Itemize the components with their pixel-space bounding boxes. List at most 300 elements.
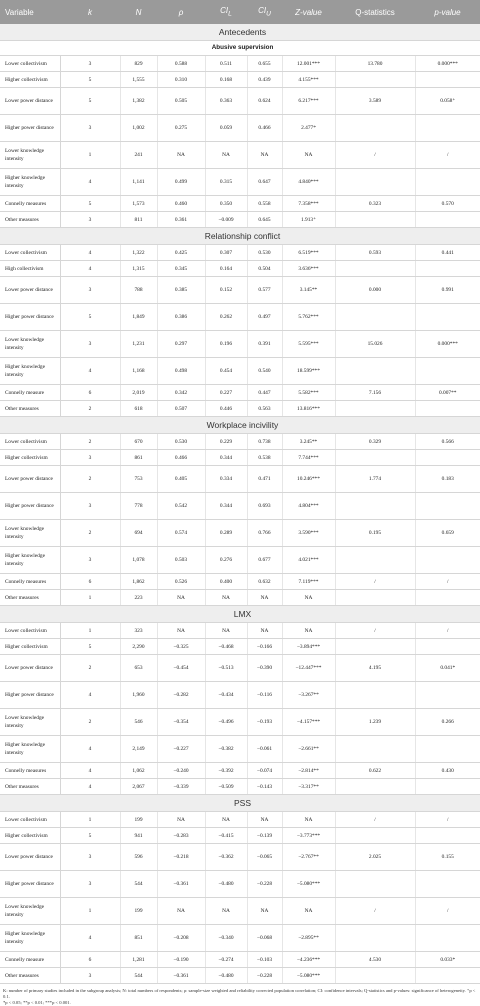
p-value-cell [415, 261, 480, 277]
footnote-significance: *p < 0.05; **p < 0.01; ***p < 0.001. [3, 1000, 71, 1005]
ci-upper-cell: −0.143 [247, 779, 282, 795]
ci-upper-cell: 0.558 [247, 196, 282, 212]
n-cell: 223 [120, 590, 157, 606]
header-z-value: Z-value [282, 0, 335, 24]
table-row [0, 466, 480, 493]
variable-cell: Connelly measure [0, 952, 60, 968]
rho-cell: 0.425 [157, 245, 205, 261]
ci-upper-cell: 0.504 [247, 261, 282, 277]
ci-upper-cell: 0.391 [247, 331, 282, 358]
n-cell: 811 [120, 212, 157, 228]
q-statistics-cell [335, 828, 415, 844]
ci-lower-cell: NA [205, 623, 247, 639]
variable-cell: Lower collectivism [0, 56, 60, 72]
k-cell: 4 [60, 763, 120, 779]
header-k: k [60, 0, 120, 24]
table-body [0, 24, 480, 984]
ci-upper-cell: 0.766 [247, 520, 282, 547]
p-value-cell [415, 493, 480, 520]
ci-upper-cell: 0.466 [247, 115, 282, 142]
table-row [0, 493, 480, 520]
q-statistics-cell [335, 212, 415, 228]
variable-cell: Higher power distance [0, 115, 60, 142]
n-cell: 323 [120, 623, 157, 639]
p-value-cell [415, 72, 480, 88]
n-cell: 829 [120, 56, 157, 72]
k-cell: 5 [60, 639, 120, 655]
rho-cell: −0.361 [157, 968, 205, 984]
ci-lower-cell: 0.363 [205, 88, 247, 115]
ci-lower-cell: −0.513 [205, 655, 247, 682]
ci-upper-cell: −0.166 [247, 639, 282, 655]
q-statistics-cell: 3.589 [335, 88, 415, 115]
q-statistics-cell: 0.329 [335, 434, 415, 450]
ci-upper-cell: 0.497 [247, 304, 282, 331]
n-cell: 241 [120, 142, 157, 169]
ci-upper-cell: 0.677 [247, 547, 282, 574]
n-cell: 618 [120, 401, 157, 417]
k-cell: 4 [60, 682, 120, 709]
rho-cell: 0.526 [157, 574, 205, 590]
k-cell: 2 [60, 401, 120, 417]
rho-cell: −0.208 [157, 925, 205, 952]
rho-cell: NA [157, 142, 205, 169]
z-value-cell: NA [282, 142, 335, 169]
z-value-cell: 4.155*** [282, 72, 335, 88]
rho-cell: −0.240 [157, 763, 205, 779]
ci-upper-cell: −0.139 [247, 828, 282, 844]
z-value-cell: 7.744*** [282, 450, 335, 466]
z-value-cell: NA [282, 590, 335, 606]
p-value-cell: 0.566 [415, 434, 480, 450]
p-value-cell: / [415, 898, 480, 925]
k-cell: 2 [60, 434, 120, 450]
ci-upper-cell: 0.738 [247, 434, 282, 450]
ci-lower-cell: 0.229 [205, 434, 247, 450]
z-value-cell: 3.636*** [282, 261, 335, 277]
ci-lower-cell: −0.274 [205, 952, 247, 968]
ci-upper-cell: 0.439 [247, 72, 282, 88]
variable-cell: Lower power distance [0, 655, 60, 682]
n-cell: 1,141 [120, 169, 157, 196]
n-cell: 544 [120, 871, 157, 898]
q-statistics-cell [335, 358, 415, 385]
variable-cell: High collectivism [0, 261, 60, 277]
variable-cell: Lower knowledge intensity [0, 898, 60, 925]
p-value-cell: 0.570 [415, 196, 480, 212]
p-value-cell [415, 590, 480, 606]
variable-cell: Other measures [0, 212, 60, 228]
rho-cell: −0.354 [157, 709, 205, 736]
p-value-cell: / [415, 142, 480, 169]
ci-upper-cell: NA [247, 898, 282, 925]
k-cell: 4 [60, 358, 120, 385]
ci-upper-cell: 0.645 [247, 212, 282, 228]
section-row-antecedents [0, 24, 480, 41]
ci-lower-cell: 0.344 [205, 450, 247, 466]
q-statistics-cell: 15.026 [335, 331, 415, 358]
ci-lower-cell: −0.009 [205, 212, 247, 228]
p-value-cell: 0.000*** [415, 56, 480, 72]
k-cell: 3 [60, 450, 120, 466]
table-row [0, 169, 480, 196]
q-statistics-cell: 2.025 [335, 844, 415, 871]
section-title: Antecedents [0, 24, 480, 41]
variable-cell: Other measures [0, 401, 60, 417]
table-row [0, 898, 480, 925]
z-value-cell: −3.267** [282, 682, 335, 709]
table-row [0, 871, 480, 898]
p-value-cell [415, 682, 480, 709]
ci-lower-cell: 0.511 [205, 56, 247, 72]
p-value-cell [415, 115, 480, 142]
p-value-cell [415, 779, 480, 795]
k-cell: 4 [60, 736, 120, 763]
n-cell: 544 [120, 968, 157, 984]
ci-upper-cell: −0.061 [247, 736, 282, 763]
n-cell: 861 [120, 450, 157, 466]
p-value-cell: / [415, 623, 480, 639]
variable-cell: Lower power distance [0, 844, 60, 871]
n-cell: 753 [120, 466, 157, 493]
k-cell: 4 [60, 779, 120, 795]
k-cell: 3 [60, 547, 120, 574]
ci-lower-cell: 0.168 [205, 72, 247, 88]
variable-cell: Lower power distance [0, 277, 60, 304]
ci-upper-cell: NA [247, 623, 282, 639]
p-value-cell [415, 401, 480, 417]
rho-cell: 0.297 [157, 331, 205, 358]
table-row [0, 655, 480, 682]
p-value-cell [415, 639, 480, 655]
variable-cell: Lower power distance [0, 88, 60, 115]
table-row [0, 385, 480, 401]
q-statistics-cell [335, 968, 415, 984]
table-row [0, 245, 480, 261]
q-statistics-cell [335, 925, 415, 952]
q-statistics-cell: 1.239 [335, 709, 415, 736]
header-ci-upper: $CI_U$ [247, 0, 282, 24]
rho-cell: 0.530 [157, 434, 205, 450]
z-value-cell: 13.816*** [282, 401, 335, 417]
n-cell: 1,849 [120, 304, 157, 331]
table-row [0, 574, 480, 590]
header-ci-lower-sub: L [228, 10, 232, 18]
variable-cell: Other measures [0, 968, 60, 984]
ci-lower-cell: −0.480 [205, 871, 247, 898]
group-title: Abusive supervision [0, 41, 480, 56]
p-value-cell [415, 968, 480, 984]
p-value-cell [415, 304, 480, 331]
rho-cell: −0.454 [157, 655, 205, 682]
group-title: Workplace incivility [0, 417, 480, 434]
variable-cell: Higher knowledge intensity [0, 925, 60, 952]
group-header-row [0, 41, 480, 56]
z-value-cell: 7.358*** [282, 196, 335, 212]
ci-lower-cell: −0.509 [205, 779, 247, 795]
z-value-cell: −12.447*** [282, 655, 335, 682]
k-cell: 6 [60, 574, 120, 590]
ci-lower-cell: 0.059 [205, 115, 247, 142]
n-cell: 199 [120, 812, 157, 828]
rho-cell: 0.499 [157, 169, 205, 196]
group-header-row [0, 417, 480, 434]
variable-cell: Higher collectivism [0, 828, 60, 844]
k-cell: 1 [60, 898, 120, 925]
rho-cell: −0.283 [157, 828, 205, 844]
ci-lower-cell: −0.496 [205, 709, 247, 736]
q-statistics-cell [335, 450, 415, 466]
p-value-cell: 0.033* [415, 952, 480, 968]
k-cell: 3 [60, 56, 120, 72]
rho-cell: 0.275 [157, 115, 205, 142]
q-statistics-cell: 0.622 [335, 763, 415, 779]
q-statistics-cell: 0.323 [335, 196, 415, 212]
p-value-cell: 0.659 [415, 520, 480, 547]
table-row [0, 682, 480, 709]
n-cell: 1,382 [120, 88, 157, 115]
k-cell: 4 [60, 169, 120, 196]
k-cell: 1 [60, 590, 120, 606]
table-row [0, 56, 480, 72]
z-value-cell: 3.145** [282, 277, 335, 304]
rho-cell: −0.361 [157, 871, 205, 898]
ci-lower-cell: −0.434 [205, 682, 247, 709]
rho-cell: NA [157, 812, 205, 828]
z-value-cell: 10.246*** [282, 466, 335, 493]
rho-cell: NA [157, 898, 205, 925]
variable-cell: Lower collectivism [0, 245, 60, 261]
ci-lower-cell: 0.289 [205, 520, 247, 547]
variable-cell: Higher knowledge intensity [0, 547, 60, 574]
ci-lower-cell: 0.276 [205, 547, 247, 574]
k-cell: 2 [60, 520, 120, 547]
q-statistics-cell [335, 779, 415, 795]
n-cell: 546 [120, 709, 157, 736]
z-value-cell: NA [282, 623, 335, 639]
ci-lower-cell: 0.196 [205, 331, 247, 358]
ci-lower-cell: 0.334 [205, 466, 247, 493]
p-value-cell: 0.266 [415, 709, 480, 736]
variable-cell: Lower knowledge intensity [0, 520, 60, 547]
q-statistics-cell: 7.156 [335, 385, 415, 401]
q-statistics-cell: / [335, 574, 415, 590]
table-row [0, 590, 480, 606]
ci-upper-cell: 0.540 [247, 358, 282, 385]
header-p-value: p-value [415, 0, 480, 24]
variable-cell: Lower collectivism [0, 623, 60, 639]
k-cell: 5 [60, 196, 120, 212]
ci-lower-cell: 0.446 [205, 401, 247, 417]
z-value-cell: NA [282, 898, 335, 925]
group-title: LMX [0, 606, 480, 623]
ci-upper-cell: NA [247, 142, 282, 169]
ci-lower-cell: −0.340 [205, 925, 247, 952]
group-header-row [0, 606, 480, 623]
z-value-cell: −4.157*** [282, 709, 335, 736]
p-value-cell [415, 358, 480, 385]
n-cell: 2,019 [120, 385, 157, 401]
variable-cell: Higher collectivism [0, 72, 60, 88]
ci-lower-cell: −0.480 [205, 968, 247, 984]
table-row [0, 142, 480, 169]
p-value-cell: 0.183 [415, 466, 480, 493]
table-row [0, 736, 480, 763]
footnote-definitions: K: number of primary studies included in the subgroup analysis; N: total numbers of respondents; ρ: sample-size weighted and reliability corrected population correlation; CI: confidence intervals; Q-statistics and p-values: significance of heterogeneity. ⁺p < 0.1. [3, 988, 476, 999]
k-cell: 3 [60, 212, 120, 228]
ci-upper-cell: −0.068 [247, 925, 282, 952]
z-value-cell: 5.595*** [282, 331, 335, 358]
variable-cell: Higher knowledge intensity [0, 358, 60, 385]
ci-upper-cell: NA [247, 812, 282, 828]
z-value-cell: −2.814** [282, 763, 335, 779]
rho-cell: 0.503 [157, 547, 205, 574]
z-value-cell: −3.773*** [282, 828, 335, 844]
p-value-cell: / [415, 812, 480, 828]
group-header-row [0, 795, 480, 812]
rho-cell: 0.466 [157, 450, 205, 466]
q-statistics-cell: / [335, 812, 415, 828]
k-cell: 6 [60, 952, 120, 968]
table-row [0, 358, 480, 385]
n-cell: 1,960 [120, 682, 157, 709]
variable-cell: Other measures [0, 779, 60, 795]
z-value-cell: −5.080*** [282, 968, 335, 984]
n-cell: 1,231 [120, 331, 157, 358]
variable-cell: Connelly measures [0, 763, 60, 779]
ci-upper-cell: 0.530 [247, 245, 282, 261]
p-value-cell [415, 871, 480, 898]
rho-cell: 0.507 [157, 401, 205, 417]
rho-cell: 0.405 [157, 466, 205, 493]
rho-cell: −0.282 [157, 682, 205, 709]
p-value-cell [415, 828, 480, 844]
variable-cell: Lower power distance [0, 466, 60, 493]
table-row [0, 709, 480, 736]
table-row [0, 450, 480, 466]
rho-cell: 0.361 [157, 212, 205, 228]
n-cell: 1,573 [120, 196, 157, 212]
q-statistics-cell [335, 115, 415, 142]
rho-cell: NA [157, 590, 205, 606]
table-row [0, 72, 480, 88]
table-row [0, 844, 480, 871]
p-value-cell: / [415, 574, 480, 590]
variable-cell: Higher knowledge intensity [0, 736, 60, 763]
q-statistics-cell: 0.000 [335, 277, 415, 304]
group-title: PSS [0, 795, 480, 812]
ci-upper-cell: −0.228 [247, 871, 282, 898]
z-value-cell: −4.236*** [282, 952, 335, 968]
k-cell: 5 [60, 72, 120, 88]
ci-upper-cell: 0.447 [247, 385, 282, 401]
table-row [0, 212, 480, 228]
rho-cell: −0.218 [157, 844, 205, 871]
q-statistics-cell [335, 304, 415, 331]
header-rho: ρ [157, 0, 205, 24]
table-row [0, 401, 480, 417]
variable-cell: Lower knowledge intensity [0, 142, 60, 169]
table-row [0, 925, 480, 952]
ci-lower-cell: NA [205, 142, 247, 169]
n-cell: 1,078 [120, 547, 157, 574]
k-cell: 6 [60, 385, 120, 401]
ci-lower-cell: 0.454 [205, 358, 247, 385]
p-value-cell: 0.000*** [415, 331, 480, 358]
rho-cell: 0.574 [157, 520, 205, 547]
q-statistics-cell [335, 72, 415, 88]
q-statistics-cell: 0.195 [335, 520, 415, 547]
variable-cell: Lower collectivism [0, 434, 60, 450]
ci-upper-cell: 0.563 [247, 401, 282, 417]
k-cell: 3 [60, 493, 120, 520]
z-value-cell: −3.317** [282, 779, 335, 795]
k-cell: 3 [60, 115, 120, 142]
z-value-cell: 4.021*** [282, 547, 335, 574]
rho-cell: 0.342 [157, 385, 205, 401]
p-value-cell: 0.058⁺ [415, 88, 480, 115]
n-cell: 670 [120, 434, 157, 450]
table-row [0, 779, 480, 795]
variable-cell: Higher power distance [0, 304, 60, 331]
k-cell: 3 [60, 277, 120, 304]
z-value-cell: −5.080*** [282, 871, 335, 898]
table-row [0, 547, 480, 574]
q-statistics-cell [335, 682, 415, 709]
q-statistics-cell: 0.593 [335, 245, 415, 261]
rho-cell: 0.505 [157, 88, 205, 115]
n-cell: 2,290 [120, 639, 157, 655]
k-cell: 1 [60, 812, 120, 828]
n-cell: 941 [120, 828, 157, 844]
z-value-cell: −3.894*** [282, 639, 335, 655]
rho-cell: 0.460 [157, 196, 205, 212]
rho-cell: −0.190 [157, 952, 205, 968]
table-row [0, 331, 480, 358]
ci-upper-cell: NA [247, 590, 282, 606]
variable-cell: Higher power distance [0, 871, 60, 898]
ci-upper-cell: −0.103 [247, 952, 282, 968]
z-value-cell: 4.840*** [282, 169, 335, 196]
p-value-cell: 0.430 [415, 763, 480, 779]
header-q-statistics: Q-statistics [335, 0, 415, 24]
ci-lower-cell: −0.415 [205, 828, 247, 844]
q-statistics-cell: / [335, 142, 415, 169]
variable-cell: Higher collectivism [0, 450, 60, 466]
q-statistics-cell [335, 639, 415, 655]
header-variable: Variable [0, 0, 60, 24]
k-cell: 4 [60, 925, 120, 952]
z-value-cell: −2.767** [282, 844, 335, 871]
ci-upper-cell: −0.228 [247, 968, 282, 984]
ci-lower-cell: −0.468 [205, 639, 247, 655]
table-row [0, 828, 480, 844]
q-statistics-cell [335, 169, 415, 196]
k-cell: 2 [60, 655, 120, 682]
q-statistics-cell: 4.530 [335, 952, 415, 968]
k-cell: 4 [60, 245, 120, 261]
rho-cell: 0.345 [157, 261, 205, 277]
z-value-cell: 4.804*** [282, 493, 335, 520]
n-cell: 1,062 [120, 763, 157, 779]
ci-lower-cell: NA [205, 590, 247, 606]
header-ci-upper-sub: U [266, 10, 271, 18]
k-cell: 5 [60, 88, 120, 115]
header-n: N [120, 0, 157, 24]
k-cell: 3 [60, 331, 120, 358]
p-value-cell [415, 925, 480, 952]
k-cell: 3 [60, 968, 120, 984]
